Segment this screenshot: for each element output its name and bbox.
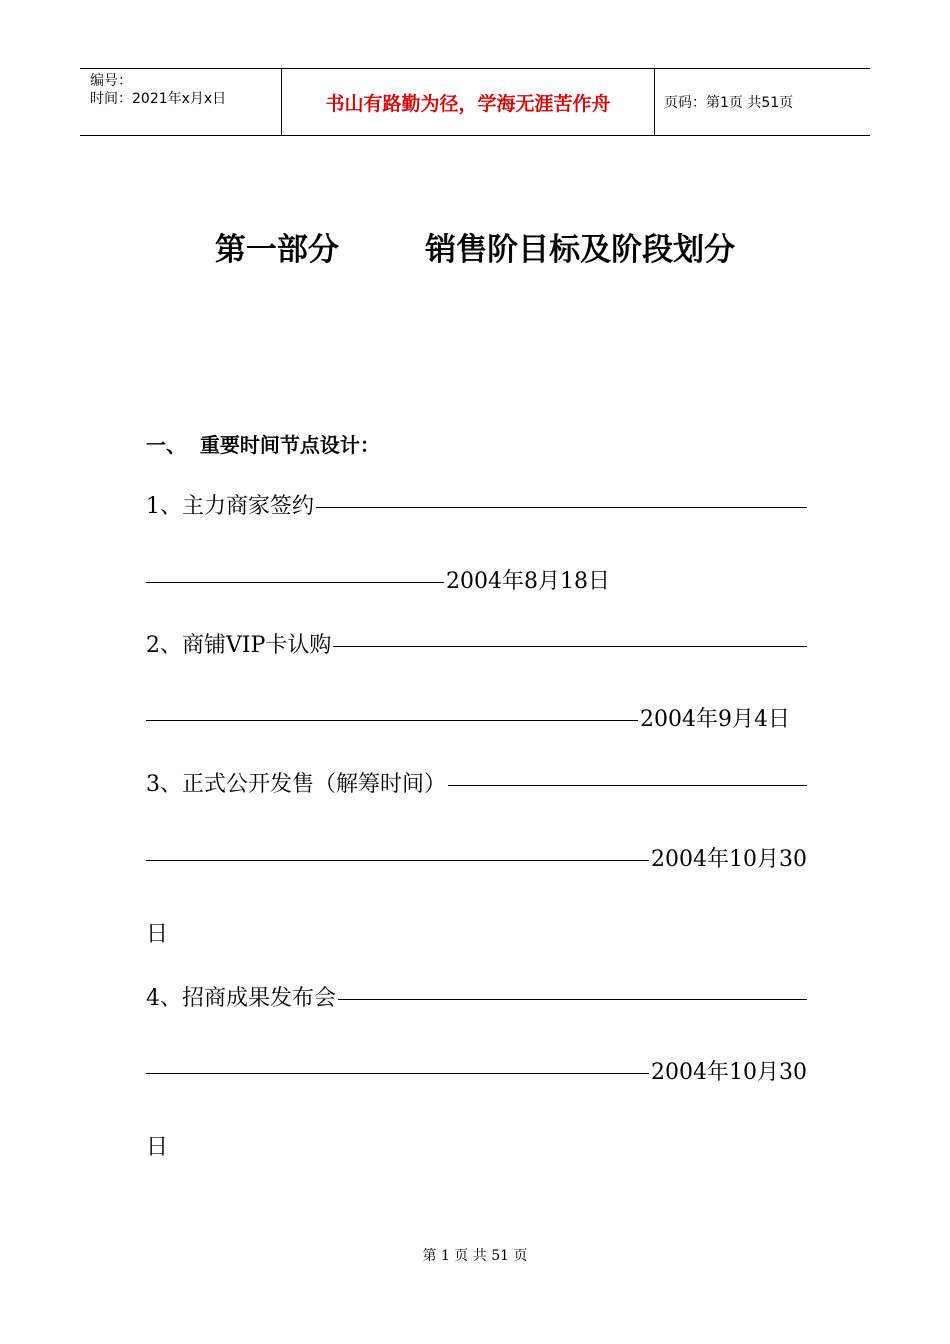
list-item-4-label-line (146, 984, 807, 1014)
list-item-date: 2004年10月30 (651, 1060, 807, 1085)
section-heading: 一、 重要时间节点设计： (146, 433, 380, 457)
dash-leader (146, 582, 444, 583)
serial-label: 编号： (90, 73, 132, 89)
dash-leader (316, 507, 807, 508)
header-info-cell (80, 69, 282, 135)
list-item-4-date-line (146, 1058, 807, 1088)
document-title: 第一部分 销售阶目标及阶段划分 (214, 232, 736, 268)
list-item-date: 2004年8月18日 (446, 569, 610, 594)
list-item-date: 2004年10月30 (651, 847, 807, 872)
dash-leader (146, 720, 638, 721)
list-item-date: 2004年9月4日 (640, 707, 790, 732)
motto-cell (282, 69, 655, 135)
header-table (80, 68, 870, 136)
time-label: 时间：2021年x月x日 (90, 91, 227, 107)
list-item-2-date-line (146, 705, 790, 735)
motto-text: 书山有路勤为径，学海无涯苦作舟 (325, 92, 611, 115)
dash-leader (338, 999, 807, 1000)
page-footer: 第 1 页 共 51 页 (422, 1248, 528, 1264)
dash-leader (146, 860, 649, 861)
page-info-text: 页码：第1页 共51页 (664, 95, 794, 111)
list-item-3-date-line (146, 845, 807, 875)
list-item-4-tail: 日 (146, 1135, 169, 1160)
list-item-1-label-line (146, 492, 807, 522)
list-item-3-tail: 日 (146, 922, 169, 947)
list-item-2-label-line (146, 631, 807, 661)
list-item-3-label-line (146, 770, 807, 800)
list-item-label: 1、主力商家签约 (146, 494, 314, 519)
dash-leader (448, 785, 807, 786)
dash-leader (333, 646, 807, 647)
list-item-label: 4、招商成果发布会 (146, 986, 336, 1011)
list-item-label: 2、商铺VIP卡认购 (146, 633, 332, 658)
list-item-1-date-line (146, 567, 610, 597)
list-item-label: 3、正式公开发售（解筹时间） (146, 772, 446, 797)
dash-leader (146, 1073, 649, 1074)
page-info-cell (655, 69, 870, 135)
